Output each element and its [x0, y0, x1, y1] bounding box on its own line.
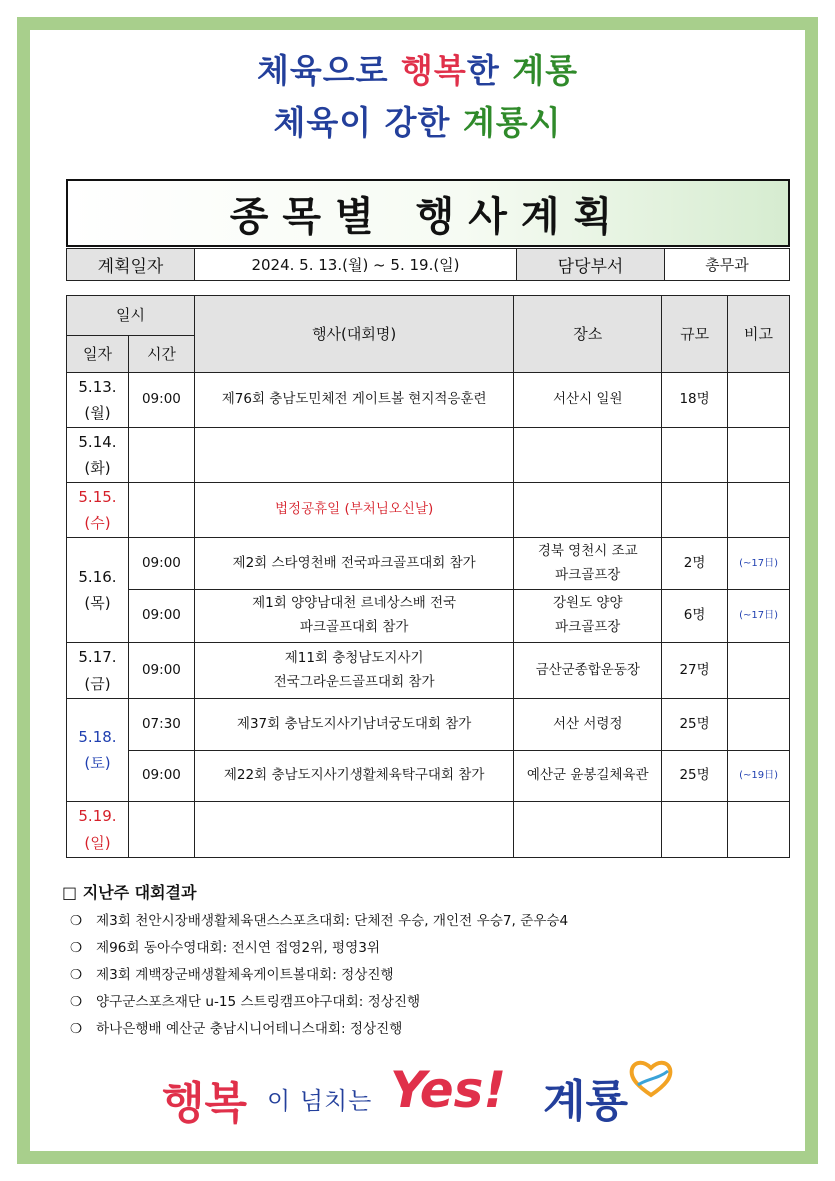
event-cell	[194, 428, 513, 483]
note-cell: (~17日)	[728, 590, 790, 643]
note-cell	[728, 483, 790, 538]
place-cell: 서산시 일원	[514, 373, 662, 428]
place-cell: 금산군종합운동장	[514, 643, 662, 699]
dept-value: 총무과	[665, 249, 790, 281]
logo-text-happiness: 행복	[162, 1078, 248, 1129]
date-cell	[67, 699, 129, 802]
time-cell	[128, 483, 194, 538]
event-cell: 제11회 충청남도지사기 전국그라운드골프대회 참가	[194, 643, 513, 699]
note-cell	[728, 428, 790, 483]
result-text: 제3회 천안시장배생활체육댄스스포츠대회: 단체전 우승, 개인전 우승7, 준우승4	[96, 913, 569, 929]
table-row	[67, 483, 790, 538]
result-text: 양구군스포츠재단 u-15 스트링캠프야구대회: 정상진행	[96, 994, 421, 1010]
info-table	[66, 248, 790, 281]
logo-text-yes: Yes!	[390, 1061, 507, 1119]
circle-bullet-icon: ❍	[70, 940, 83, 956]
place-cell: 서산 서령정	[514, 699, 662, 751]
list-item	[70, 908, 568, 935]
bottom-logo	[150, 1057, 690, 1137]
time-cell: 09:00	[128, 643, 194, 699]
result-text: 제96회 동아수영대회: 전시연 접영2위, 평영3위	[96, 940, 381, 956]
date-day: 5.18.	[78, 727, 117, 746]
slogan-line-1	[0, 45, 835, 92]
date-day: 5.16.	[78, 567, 117, 586]
list-item	[70, 1016, 568, 1043]
scale-cell: 27명	[662, 643, 728, 699]
table-row	[67, 802, 790, 858]
circle-bullet-icon: ❍	[70, 967, 83, 983]
time-cell: 09:00	[128, 538, 194, 590]
date-cell	[67, 643, 129, 699]
table-row	[67, 751, 790, 802]
date-cell	[67, 373, 129, 428]
table-row	[67, 643, 790, 699]
table-row	[67, 428, 790, 483]
note-cell	[728, 699, 790, 751]
time-cell: 09:00	[128, 373, 194, 428]
table-row	[67, 590, 790, 643]
note-cell	[728, 373, 790, 428]
date-day: 5.15.	[78, 487, 117, 506]
date-weekday: (월)	[84, 404, 111, 422]
result-text: 제3회 계백장군배생활체육게이트볼대회: 정상진행	[96, 967, 394, 983]
schedule-table	[66, 295, 790, 858]
slogan-line-2-part: 이 강한	[339, 103, 463, 142]
place-cell: 예산군 윤봉길체육관	[514, 751, 662, 802]
table-row	[67, 538, 790, 590]
plan-date-value: 2024. 5. 13.(월) ~ 5. 19.(일)	[195, 249, 517, 281]
header-datetime: 일시	[67, 296, 195, 336]
circle-bullet-icon: ❍	[70, 1021, 83, 1037]
date-weekday: (화)	[84, 459, 111, 477]
place-cell: 강원도 양양 파크골프장	[514, 590, 662, 643]
date-weekday: (목)	[84, 594, 111, 612]
list-item	[70, 989, 568, 1016]
date-weekday: (일)	[84, 833, 111, 852]
scale-cell: 18명	[662, 373, 728, 428]
scale-cell	[662, 802, 728, 858]
slogan-line-1-part: 행복	[401, 51, 467, 90]
logo-text-gyeryong: 계룡	[543, 1076, 629, 1127]
note-cell	[728, 802, 790, 858]
time-cell	[128, 428, 194, 483]
circle-bullet-icon: ❍	[70, 913, 83, 929]
slogan-line-1-part: 한	[466, 51, 513, 90]
header-note: 비고	[728, 296, 790, 373]
header-time: 시간	[128, 336, 194, 373]
date-cell	[67, 538, 129, 643]
time-cell: 09:00	[128, 590, 194, 643]
heart-icon	[628, 1059, 674, 1099]
time-cell: 07:30	[128, 699, 194, 751]
results-list	[70, 908, 568, 1043]
note-cell	[728, 643, 790, 699]
event-cell	[194, 802, 513, 858]
logo-text-overflowing: 이 넘치는	[267, 1087, 373, 1115]
event-cell: 제22회 충남도지사기생활체육탁구대회 참가	[194, 751, 513, 802]
slogan-line-1-part: 으로	[322, 51, 402, 90]
date-day: 5.17.	[78, 648, 117, 667]
scale-cell: 25명	[662, 699, 728, 751]
place-cell	[514, 483, 662, 538]
place-cell	[514, 802, 662, 858]
date-weekday: (토)	[84, 754, 111, 772]
slogan-line-2	[0, 97, 835, 144]
slogan-line-2-part: 계룡시	[462, 103, 562, 142]
event-cell: 제1회 양양남대천 르네상스배 전국 파크골프대회 참가	[194, 590, 513, 643]
scale-cell: 2명	[662, 538, 728, 590]
date-day: 5.14.	[78, 432, 117, 451]
table-row	[67, 699, 790, 751]
place-cell	[514, 428, 662, 483]
event-cell: 제76회 충남도민체전 게이트볼 현지적응훈련	[194, 373, 513, 428]
date-day: 5.13.	[78, 377, 117, 396]
slogan-line-2-part: 체육	[273, 103, 340, 142]
scale-cell: 25명	[662, 751, 728, 802]
scale-cell: 6명	[662, 590, 728, 643]
event-cell: 제37회 충남도지사기남녀궁도대회 참가	[194, 699, 513, 751]
header-date: 일자	[67, 336, 129, 373]
scale-cell	[662, 428, 728, 483]
list-item	[70, 962, 568, 989]
note-cell: (~17日)	[728, 538, 790, 590]
results-section-title: □ 지난주 대회결과	[62, 883, 197, 902]
plan-date-label: 계획일자	[67, 249, 195, 281]
header-scale: 규모	[662, 296, 728, 373]
dept-label: 담당부서	[517, 249, 665, 281]
table-row	[67, 373, 790, 428]
event-cell: 법정공휴일 (부처님오신날)	[194, 483, 513, 538]
page-title: 종목별 행사계획	[66, 179, 790, 247]
place-cell: 경북 영천시 조교 파크골프장	[514, 538, 662, 590]
slogan-line-1-part: 체육	[257, 51, 323, 90]
slogan-line-1-part: 계룡	[512, 51, 578, 90]
time-cell	[128, 802, 194, 858]
date-weekday: (금)	[84, 674, 111, 693]
date-cell	[67, 428, 129, 483]
event-cell: 제2회 스타영천배 전국파크골프대회 참가	[194, 538, 513, 590]
date-cell	[67, 483, 129, 538]
scale-cell	[662, 483, 728, 538]
header-event: 행사(대회명)	[194, 296, 513, 373]
time-cell: 09:00	[128, 751, 194, 802]
date-cell	[67, 802, 129, 858]
date-day: 5.19.	[78, 807, 117, 826]
list-item	[70, 935, 568, 962]
header-place: 장소	[514, 296, 662, 373]
note-cell: (~19日)	[728, 751, 790, 802]
circle-bullet-icon: ❍	[70, 994, 83, 1010]
result-text: 하나은행배 예산군 충남시니어테니스대회: 정상진행	[96, 1021, 403, 1037]
date-weekday: (수)	[84, 514, 111, 532]
